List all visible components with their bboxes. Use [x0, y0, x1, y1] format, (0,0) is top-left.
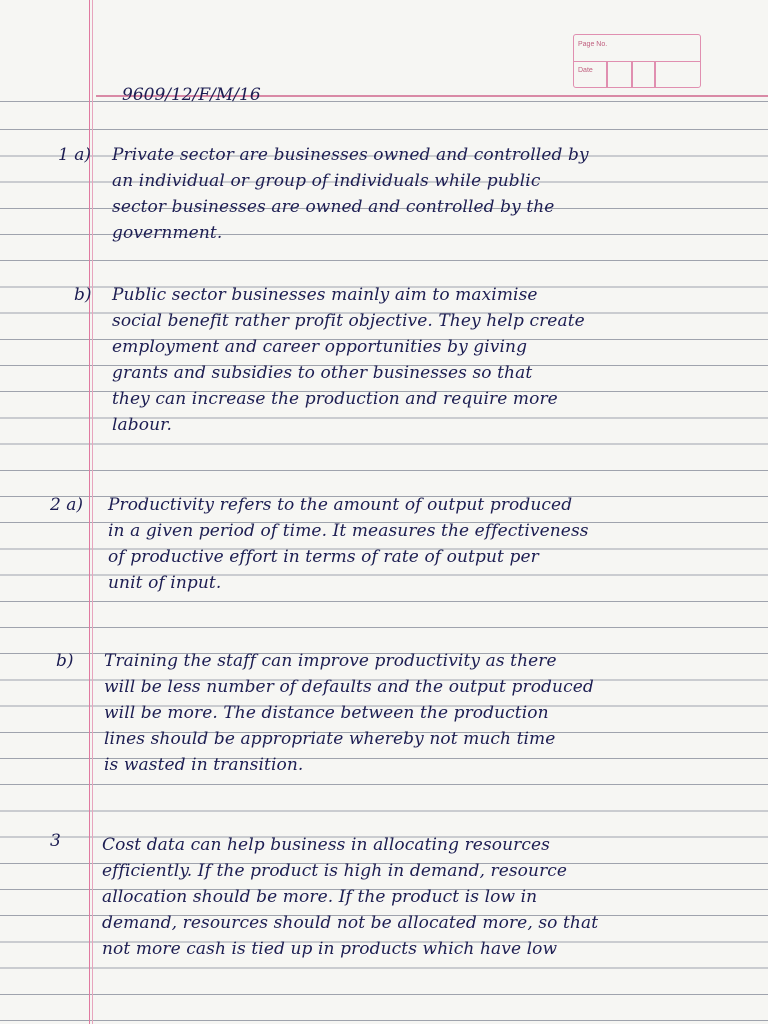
question-number: 2 a)	[50, 495, 83, 515]
answer-line: grants and subsidies to other businesses so that	[112, 363, 533, 383]
question-number: 3	[50, 831, 61, 851]
answer-line: will be less number of defaults and the output produced	[104, 677, 594, 697]
question-number: b)	[56, 651, 74, 671]
date-separator	[631, 61, 633, 87]
answer-line: Cost data can help business in allocating resources	[102, 835, 551, 855]
paper-reference: 9609/12/F/M/16	[122, 85, 261, 105]
answer-line: lines should be appropriate whereby not much time	[104, 729, 556, 749]
date-row	[574, 61, 700, 87]
answer-line: labour.	[112, 415, 173, 435]
question-number: b)	[74, 285, 92, 305]
page-no-label: Page No.	[578, 41, 608, 48]
answer-line: Public sector businesses mainly aim to maximise	[112, 285, 538, 305]
page-date-box	[573, 34, 701, 88]
answer-line: government.	[112, 223, 223, 243]
answer-line: unit of input.	[108, 573, 222, 593]
answer-line: will be more. The distance between the production	[104, 703, 549, 723]
answer-line: allocation should be more. If the product is low in	[102, 887, 538, 907]
answer-line: Training the staff can improve productivity as there	[104, 651, 557, 671]
answer-line: in a given period of time. It measures the effectiveness	[108, 521, 589, 541]
date-separator	[606, 61, 608, 87]
question-number: 1 a)	[58, 145, 91, 165]
page-no-row	[574, 35, 700, 62]
answer-line: social benefit rather profit objective. They help create	[112, 311, 585, 331]
answer-line: not more cash is tied up in products which have low	[102, 939, 558, 959]
answer-line: they can increase the production and require more	[112, 389, 558, 409]
answer-line: efficiently. If the product is high in demand, resource	[102, 861, 568, 881]
answer-line: an individual or group of individuals while public	[112, 171, 541, 191]
answer-line: employment and career opportunities by giving	[112, 337, 528, 357]
answer-line: Private sector are businesses owned and controlled by	[112, 145, 589, 165]
answer-line: of productive effort in terms of rate of output per	[108, 547, 539, 567]
answer-line: sector businesses are owned and controlled by the	[112, 197, 555, 217]
date-separator	[654, 61, 656, 87]
answer-line: is wasted in transition.	[104, 755, 304, 775]
answer-line: Productivity refers to the amount of output produced	[108, 495, 573, 515]
margin-line-inner	[92, 0, 93, 1024]
answer-line: demand, resources should not be allocated more, so that	[102, 913, 599, 933]
date-label: Date	[578, 67, 593, 74]
